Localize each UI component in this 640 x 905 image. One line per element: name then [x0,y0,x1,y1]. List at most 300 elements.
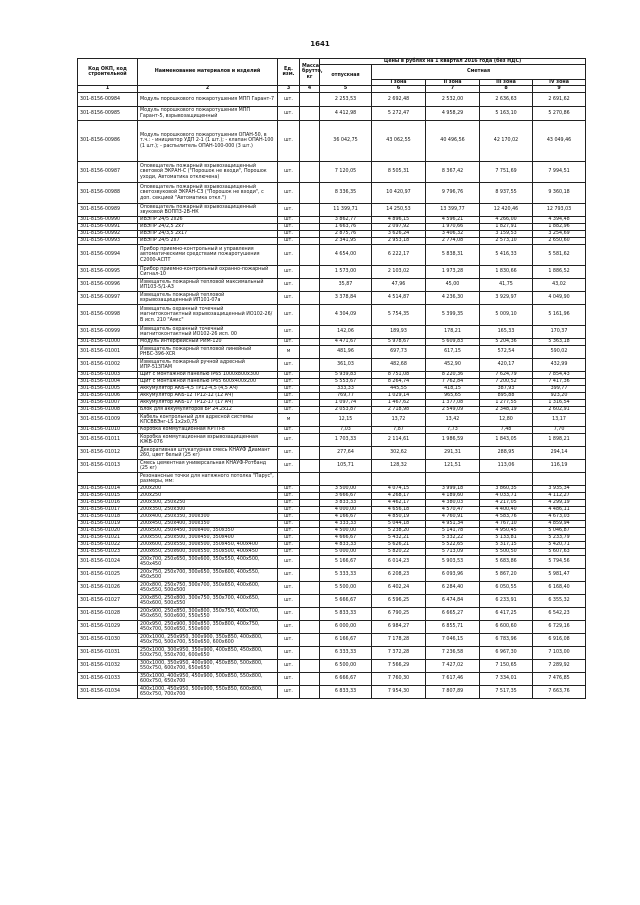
price-zone-3: 6 600,60 [480,621,533,634]
table-row [78,447,586,460]
price-zone-1: 7 954,30 [372,686,426,699]
table-row [78,460,586,473]
price-zone-3: 5 867,20 [480,569,533,582]
price-zone-1: 302,62 [372,447,426,460]
item-mass [300,305,320,326]
price-zone-1: 2 097,92 [372,224,426,231]
item-unit: шт. [278,339,300,346]
item-mass [300,608,320,621]
price-zone-3: 12,80 [480,414,533,427]
price-zone-4: 1 898,21 [533,434,586,447]
price-zone-1: 128,32 [372,460,426,473]
item-code: 301-8156-01000 [78,339,138,346]
item-unit: шт. [278,582,300,595]
price-zone-4: 4 859,94 [533,521,586,528]
price-zone-4: 7,70 [533,427,586,434]
table-row [78,569,586,582]
price-zone-2: 5 609,83 [426,339,480,346]
item-mass [300,535,320,542]
item-code: 301-8156-01030 [78,634,138,647]
header-unit: Ед. изм. [278,59,300,86]
price-zone-4: 5 233,79 [533,535,586,542]
price-zone-4: 5 581,62 [533,245,586,266]
table-row [78,183,586,204]
item-name: Извещатель пожарный тепловой взрывозащищенный ИП101-07а [138,292,278,305]
price-zone-4: 13,17 [533,414,586,427]
item-mass [300,292,320,305]
price-zone-3: 4 400,40 [480,507,533,514]
price-zone-2: 3 406,32 [426,231,480,238]
price-zone-2 [426,473,480,486]
price-otpusk: 5 666,67 [320,595,372,608]
item-code: 301-8156-00994 [78,245,138,266]
item-code: 301-8156-01017 [78,507,138,514]
table-row [78,595,586,608]
item-code: 301-8156-01014 [78,486,138,493]
item-mass [300,673,320,686]
header-zone-4: IV зона [533,79,586,85]
price-zone-4: 590,02 [533,346,586,359]
item-mass [300,473,320,486]
price-zone-2: 4 570,47 [426,507,480,514]
item-code: 301-8156-01024 [78,556,138,569]
item-unit: шт. [278,359,300,372]
price-zone-2: 7,73 [426,427,480,434]
table-row [78,427,586,434]
column-index-cell: 4 [300,86,320,93]
price-zone-4: 43,02 [533,279,586,292]
item-name: 200x250 [138,493,278,500]
item-mass [300,204,320,217]
item-unit: шт. [278,204,300,217]
item-code: 301-8156-01011 [78,434,138,447]
table-row [78,507,586,514]
item-name: 200x600, 250x550, 300x500, 350x450, 400x400 [138,542,278,549]
column-index-cell: 1 [78,86,138,93]
item-code: 301-8156-01015 [78,493,138,500]
item-name: Щит с монтажной панелью IP65 600x400x200 [138,379,278,386]
item-unit: шт. [278,238,300,245]
item-code: 301-8156-00993 [78,238,138,245]
price-zone-1: 5 272,47 [372,107,426,121]
item-name: Модуль порошкового пожаротушения ОПАН-50, в т.ч.: - инициатор УДП 2-1 (1 шт.); - клапан ОПАН-100 (1 шт.); - распылитель ОПАН-100-000 (3 шт.) [138,121,278,162]
price-zone-3 [480,473,533,486]
price-zone-3: 4 217,05 [480,500,533,507]
price-zone-1: 7 760,30 [372,673,426,686]
table-row [78,556,586,569]
item-name: ИВЭПР 24/3,5 2x17 [138,231,278,238]
item-name: 200x350, 250x300 [138,507,278,514]
table-row [78,500,586,507]
price-zone-1 [372,473,426,486]
column-index-cell: 7 [426,86,480,93]
price-zone-1: 5 044,18 [372,521,426,528]
price-zone-4: 5 981,47 [533,569,586,582]
price-zone-3: 5 204,36 [480,339,533,346]
price-zone-3: 3 929,97 [480,292,533,305]
item-code: 301-8156-00985 [78,107,138,121]
table-row [78,647,586,660]
item-mass [300,434,320,447]
price-zone-4: 5 363,18 [533,339,586,346]
price-zone-2: 7 046,15 [426,634,480,647]
item-mass [300,346,320,359]
price-zone-2: 1 970,66 [426,224,480,231]
table-row [78,279,586,292]
item-name: 200x700, 250x650, 300x600, 350x550, 400x500, 450x450 [138,556,278,569]
item-name: 200x800, 250x750, 300x700, 350x650, 400x600, 450x550, 500x500 [138,582,278,595]
price-zone-1: 2 953,18 [372,238,426,245]
item-mass [300,93,320,107]
item-code: 301-8156-00997 [78,292,138,305]
price-zone-2: 178,21 [426,326,480,339]
price-zone-3: 5 683,86 [480,556,533,569]
price-zone-1: 8 505,31 [372,162,426,183]
price-otpusk: 7,03 [320,427,372,434]
item-unit: шт. [278,556,300,569]
item-name: Оповещатель пожарный взрывозащищенный светозвуковой ЭКРАН-СЗ ("Порошок не входи", с доп. секцией "Автоматика откл.") [138,183,278,204]
item-unit: шт. [278,621,300,634]
price-zone-2: 1 986,59 [426,434,480,447]
table-row [78,292,586,305]
item-mass [300,359,320,372]
price-zone-2: 4 189,60 [426,493,480,500]
price-otpusk: 4 500,00 [320,528,372,535]
price-zone-3: 7 751,69 [480,162,533,183]
item-mass [300,569,320,582]
price-zone-2: 5 838,31 [426,245,480,266]
price-table-body [78,59,586,699]
item-name: 200x1000, 250x950, 300x900, 350x850, 400x800, 450x750, 500x700, 550x650, 600x600 [138,634,278,647]
price-zone-3: 7 150,65 [480,660,533,673]
table-row [78,582,586,595]
item-unit: шт. [278,673,300,686]
item-mass [300,245,320,266]
item-code: 301-8156-01001 [78,346,138,359]
price-zone-1: 7 566,29 [372,660,426,673]
price-otpusk: 6 833,33 [320,686,372,699]
item-code: 301-8156-01031 [78,647,138,660]
item-name: Модуль интерфейсный РИМ-120 [138,339,278,346]
table-row [78,549,586,556]
item-unit: шт. [278,326,300,339]
item-name: Оповещатель пожарный взрывозащищенный звуковой ВОПП3-2В-НК [138,204,278,217]
price-zone-2: 7 807,89 [426,686,480,699]
item-mass [300,634,320,647]
header-zone-2: II зона [426,79,480,85]
price-otpusk: 2 875,76 [320,231,372,238]
item-name: Извещатель пожарный ручной адресный ИПР-513ПАМ [138,359,278,372]
price-otpusk: 5 333,33 [320,569,372,582]
item-name: Извещатель охранный точечный магнитоконтактный взрывозащищенный ИО102-26/В исп. 210 "Аякс" [138,305,278,326]
item-code: 301-8156-00991 [78,224,138,231]
item-code [78,473,138,486]
price-zone-4: 432,99 [533,359,586,372]
item-unit: шт. [278,400,300,407]
item-mass [300,500,320,507]
price-zone-3: 288,95 [480,447,533,460]
item-name: 200x300, 250x250 [138,500,278,507]
item-mass [300,121,320,162]
item-code: 301-8156-01022 [78,542,138,549]
price-zone-3: 113,06 [480,460,533,473]
item-code: 301-8156-01032 [78,660,138,673]
price-zone-4: 6 729,16 [533,621,586,634]
table-row [78,326,586,339]
item-name: 200x400, 250x350, 300x300 [138,514,278,521]
price-otpusk: 142,06 [320,326,372,339]
price-zone-1: 4 462,17 [372,500,426,507]
price-zone-2: 291,31 [426,447,480,460]
item-mass [300,326,320,339]
price-zone-2: 5 522,65 [426,542,480,549]
price-otpusk: 7 120,05 [320,162,372,183]
item-code: 301-8156-01004 [78,379,138,386]
table-row [78,339,586,346]
price-zone-3: 1 277,55 [480,400,533,407]
price-zone-3: 42 170,02 [480,121,533,162]
item-name: Щит с монтажной панелью IP65 1000x800x300 [138,372,278,379]
item-code: 301-8156-01012 [78,447,138,460]
price-zone-2: 45,00 [426,279,480,292]
item-mass [300,595,320,608]
column-index-cell: 8 [480,86,533,93]
price-zone-2: 7 236,58 [426,647,480,660]
price-zone-3: 4 950,45 [480,528,533,535]
table-row [78,407,586,414]
item-name: 350x1000, 400x950, 450x900, 500x850, 550x800, 600x750, 650x700 [138,673,278,686]
table-row [78,359,586,372]
item-mass [300,514,320,521]
table-row [78,386,586,393]
table-row [78,521,586,528]
header-prices: Цены в рублях на 1 квартал 2016 года (без НДС) [320,59,586,65]
price-zone-3: 4 033,71 [480,493,533,500]
header-name: Наименование материалов и изделий [138,59,278,86]
item-unit: шт. [278,486,300,493]
item-unit: шт. [278,595,300,608]
price-otpusk: 5 553,67 [320,379,372,386]
price-zone-3: 5 500,50 [480,549,533,556]
price-otpusk: 2 341,95 [320,238,372,245]
item-name: ИВЭПР 24/2,5 2x7 [138,224,278,231]
item-mass [300,183,320,204]
price-zone-1: 5 432,21 [372,535,426,542]
column-index-cell: 5 [320,86,372,93]
table-row [78,493,586,500]
price-otpusk: 11 399,71 [320,204,372,217]
item-unit: шт. [278,121,300,162]
price-otpusk: 5 939,83 [320,372,372,379]
price-otpusk: 5 166,67 [320,556,372,569]
price-zone-4: 7 663,76 [533,686,586,699]
price-otpusk: 6 166,67 [320,634,372,647]
price-zone-1: 697,73 [372,346,426,359]
price-zone-2: 4 951,34 [426,521,480,528]
item-mass [300,107,320,121]
price-zone-3: 4 583,76 [480,514,533,521]
item-unit: шт. [278,279,300,292]
price-otpusk: 1 703,33 [320,434,372,447]
price-zone-3: 8 937,55 [480,183,533,204]
price-otpusk: 2 253,53 [320,93,372,107]
price-otpusk: 35,87 [320,279,372,292]
price-otpusk: 3 378,84 [320,292,372,305]
price-zone-1: 6 208,23 [372,569,426,582]
table-row [78,535,586,542]
item-name: 200x900, 250x850, 300x800, 350x750, 400x700, 450x650, 500x600, 550x550 [138,608,278,621]
item-name: ИВЭПР 24/5 2x7 [138,238,278,245]
item-name: Коробка коммутационная КРТП-8 [138,427,278,434]
price-zone-4: 5 607,63 [533,549,586,556]
item-code: 301-8156-01008 [78,407,138,414]
price-zone-2: 7 427,02 [426,660,480,673]
item-mass [300,660,320,673]
item-name: 200x200 [138,486,278,493]
price-zone-1: 4 268,17 [372,493,426,500]
price-zone-2: 13 399,77 [426,204,480,217]
item-name: 200x500, 250x450, 300x400, 350x350 [138,528,278,535]
price-zone-1: 10 420,97 [372,183,426,204]
price-zone-1: 8 264,74 [372,379,426,386]
price-otpusk: 277,64 [320,447,372,460]
price-zone-2: 617,15 [426,346,480,359]
price-zone-1: 2 103,02 [372,266,426,279]
item-code: 301-8156-00992 [78,231,138,238]
item-name: Декоративная штукатурная смесь КНАУФ Диамант 260, цвет белый (25 кг) [138,447,278,460]
price-zone-1: 7,87 [372,427,426,434]
item-code: 301-8156-01019 [78,521,138,528]
price-otpusk: 3 833,33 [320,500,372,507]
price-zone-3: 3 860,35 [480,486,533,493]
price-zone-2: 5 399,35 [426,305,480,326]
price-otpusk: 4 412,98 [320,107,372,121]
table-row [78,486,586,493]
item-name: Смесь цементная универсальная КНАУФ-Ротбанд (25 кг) [138,460,278,473]
price-zone-1: 4 896,15 [372,217,426,224]
item-mass [300,486,320,493]
item-unit: шт. [278,266,300,279]
price-zone-2: 7 617,46 [426,673,480,686]
price-zone-3: 6 417,25 [480,608,533,621]
item-mass [300,414,320,427]
item-name: 400x1000, 450x950, 500x900, 550x850, 600x800, 650x750, 700x700 [138,686,278,699]
price-zone-3: 5 133,81 [480,535,533,542]
price-zone-4: 2 602,91 [533,407,586,414]
price-otpusk: 4 333,33 [320,521,372,528]
price-zone-1: 6 402,24 [372,582,426,595]
page-number: 1641 [310,40,330,48]
price-zone-1: 482,68 [372,359,426,372]
price-zone-4: 9 360,18 [533,183,586,204]
price-zone-2: 5 713,09 [426,549,480,556]
price-zone-4: 12 793,03 [533,204,586,217]
item-mass [300,542,320,549]
header-code: Код ОКП, код строительной [78,59,138,86]
price-zone-4: 5 161,96 [533,305,586,326]
price-zone-4: 4 394,48 [533,217,586,224]
price-otpusk: 1 573,00 [320,266,372,279]
price-zone-1: 2 718,98 [372,407,426,414]
table-row [78,414,586,427]
price-zone-3: 5 416,33 [480,245,533,266]
table-row [78,400,586,407]
item-name: Извещатель пожарный тепловой максимальный ИП103-5/1-А3 [138,279,278,292]
table-row [78,673,586,686]
price-zone-3: 6 233,91 [480,595,533,608]
price-zone-1: 7 372,28 [372,647,426,660]
price-zone-2: 5 332,22 [426,535,480,542]
item-code: 301-8156-00999 [78,326,138,339]
price-zone-1: 6 790,25 [372,608,426,621]
item-unit: шт. [278,460,300,473]
item-mass [300,582,320,595]
price-zone-4: 5 794,56 [533,556,586,569]
price-zone-2: 7 762,84 [426,379,480,386]
price-zone-4: 4 673,03 [533,514,586,521]
header-otpusk: отпускная [320,65,372,86]
item-name: Резонансные точки для натяжного потолка "Парус", размеры, мм: [138,473,278,486]
price-otpusk: 333,33 [320,386,372,393]
table-row [78,379,586,386]
table-row [78,93,586,107]
item-unit: шт. [278,514,300,521]
item-unit: шт. [278,569,300,582]
table-row [78,245,586,266]
price-otpusk: 5 500,00 [320,582,372,595]
price-zone-2: 965,65 [426,393,480,400]
item-code: 301-8156-00989 [78,204,138,217]
price-zone-3: 2 573,10 [480,238,533,245]
item-code: 301-8156-01027 [78,595,138,608]
item-mass [300,686,320,699]
price-zone-1: 14 250,53 [372,204,426,217]
price-zone-3: 6 967,30 [480,647,533,660]
price-otpusk: 3 862,77 [320,217,372,224]
price-zone-2: 2 532,00 [426,93,480,107]
item-mass [300,507,320,514]
item-mass [300,549,320,556]
price-zone-3: 2 636,63 [480,93,533,107]
price-zone-4: 5 420,71 [533,542,586,549]
item-code: 301-8156-00986 [78,121,138,162]
price-zone-3: 7 334,01 [480,673,533,686]
price-zone-1: 5 238,20 [372,528,426,535]
item-code: 301-8156-00995 [78,266,138,279]
item-mass [300,339,320,346]
header-zone-3: III зона [480,79,533,85]
price-zone-2: 6 855,71 [426,621,480,634]
item-unit: шт. [278,542,300,549]
item-code: 301-8156-01002 [78,359,138,372]
price-otpusk: 3 500,00 [320,486,372,493]
table-row [78,266,586,279]
table-row [78,660,586,673]
price-zone-2: 5 903,53 [426,556,480,569]
item-mass [300,266,320,279]
price-zone-1: 13,72 [372,414,426,427]
price-otpusk: 4 654,00 [320,245,372,266]
table-row [78,162,586,183]
item-mass [300,231,320,238]
price-zone-2: 4 958,29 [426,107,480,121]
price-zone-2: 1 973,28 [426,266,480,279]
item-unit: шт. [278,686,300,699]
price-zone-4: 923,20 [533,393,586,400]
price-zone-2: 13,42 [426,414,480,427]
price-zone-1: 1 029,14 [372,393,426,400]
item-name: Блок для аккумуляторов БР 24.2x12 [138,407,278,414]
